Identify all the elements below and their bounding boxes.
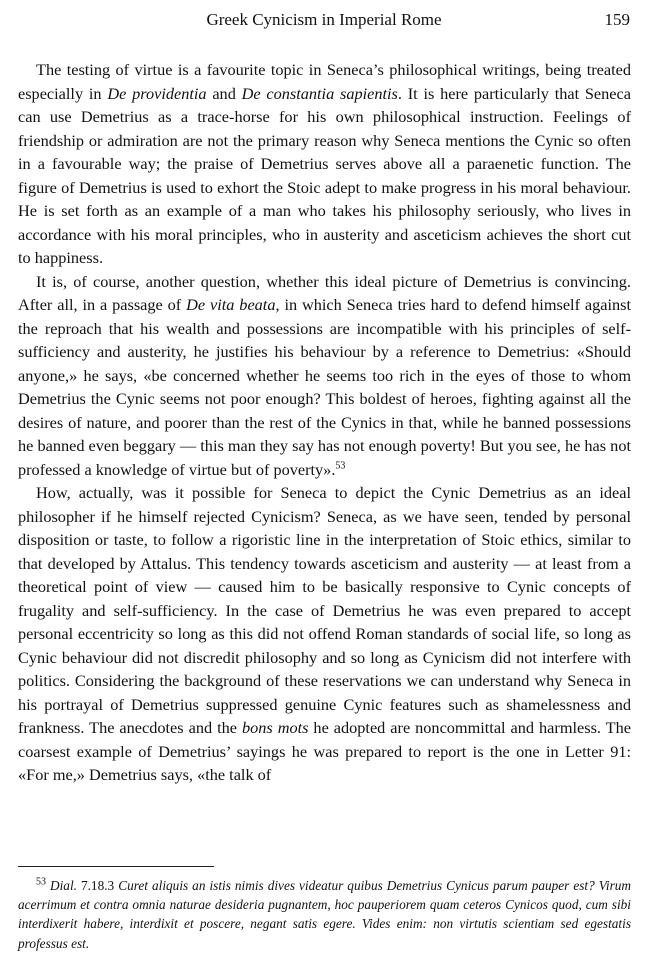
footnote (18, 876, 631, 953)
footnote-quote: Curet aliquis an istis nimis dives videatur quibus Demetrius Cynicus parum pauper est? Virum acerrimum et contra omnia naturae desideria pugnantem, hoc pauperiorem quam ceteros Cynicos quod, cum sibi interdixerit habere, interdixit et poscere, negant satis egere. Vides enim: non virtutis scientiam sed egestatis professus est. (18, 878, 632, 951)
text-run: It is, of course, another question, whether this ideal picture of Demetrius is convincing. After all, in a passage of (18, 271, 631, 314)
footnote-reference: Dial. (50, 878, 77, 893)
italic-title: De vita beata (186, 295, 276, 314)
footnote-ref: 53 (335, 460, 346, 472)
footnote-divider (18, 866, 214, 867)
body-text (18, 58, 631, 787)
text-run: he adopted are noncommittal and harmless. The coarsest example of Demetrius’ sayings he was prepared to report is the one in Letter 91: «For me,» Demetrius says, «the talk of (18, 718, 631, 784)
text-run: . It is here particularly that Seneca can use Demetrius as a trace-horse for his own philosophical instruction. Feelings of friendship or admiration are not the primary reason why Seneca mentions the Cynic so often in a favourable way; the praise of Demetrius serves above all a paraenetic function. The figure of Demetrius is used to exhort the Stoic adept to make progress in his moral behaviour. He is set forth as an example of a man who takes his philosophy seriously, who lives in accordance with his moral principles, who in austerity and asceticism achieves the short cut to happiness. (18, 83, 631, 267)
running-title: Greek Cynicism in Imperial Rome (206, 10, 442, 29)
italic-title: bons mots (241, 718, 309, 737)
text-run: and (206, 83, 242, 103)
page-number: 159 (604, 10, 630, 29)
text-run: , in which Seneca tries hard to defend himself against the reproach that his wealth and possessions are incompatible with his principles of self-sufficiency and austerity, he justifies his behaviour by a reference to Demetrius: «Should anyone,» he says, «be concerned whether he seems too rich in the eyes of those to whom Demetrius the Cynic seems not poor enough? This boldest of heroes, fighting against all the desires of nature, and poorer than the rest of the Cynics in that, while he banned possessions he banned even beggary — this man they say has not enough poverty! But you see, he has not professed a knowledge of virtue but of poverty». (18, 295, 631, 479)
paragraph (18, 481, 631, 787)
italic-title: De constantia sapientis (241, 83, 398, 103)
footnote-location: 7.18.3 (76, 878, 119, 893)
footnote-number: 53 (36, 876, 46, 888)
page-header (18, 8, 630, 34)
paragraph (18, 58, 631, 270)
text-run: The testing of virtue is a favourite topic in Seneca’s philosophical writings, being treated especially in (18, 60, 631, 103)
italic-title: De providentia (107, 83, 207, 103)
paragraph (18, 270, 631, 482)
text-run: How, actually, was it possible for Seneca to depict the Cynic Demetrius as an ideal philosopher if he himself rejected Cynicism? Seneca, as we have seen, tended by personal disposition or taste, to follow a rigoristic line in the interpretation of Stoic ethics, similar to that developed by Attalus. This tendency towards asceticism and austerity — at least from a theoretical point of view — caused him to be basically responsive to Cynic concepts of frugality and self-sufficiency. In the case of Demetrius he was even prepared to accept personal eccentricity so long as this did not offend Roman standards of social life, so long as Cynic behaviour did not discredit philosophy and so long as Cynicism did not interfere with politics. Considering the background of these reservations we can understand why Seneca in his portrayal of Demetrius suppressed genuine Cynic features such as shamelessness and frankness. The anecdotes and the (18, 483, 631, 737)
